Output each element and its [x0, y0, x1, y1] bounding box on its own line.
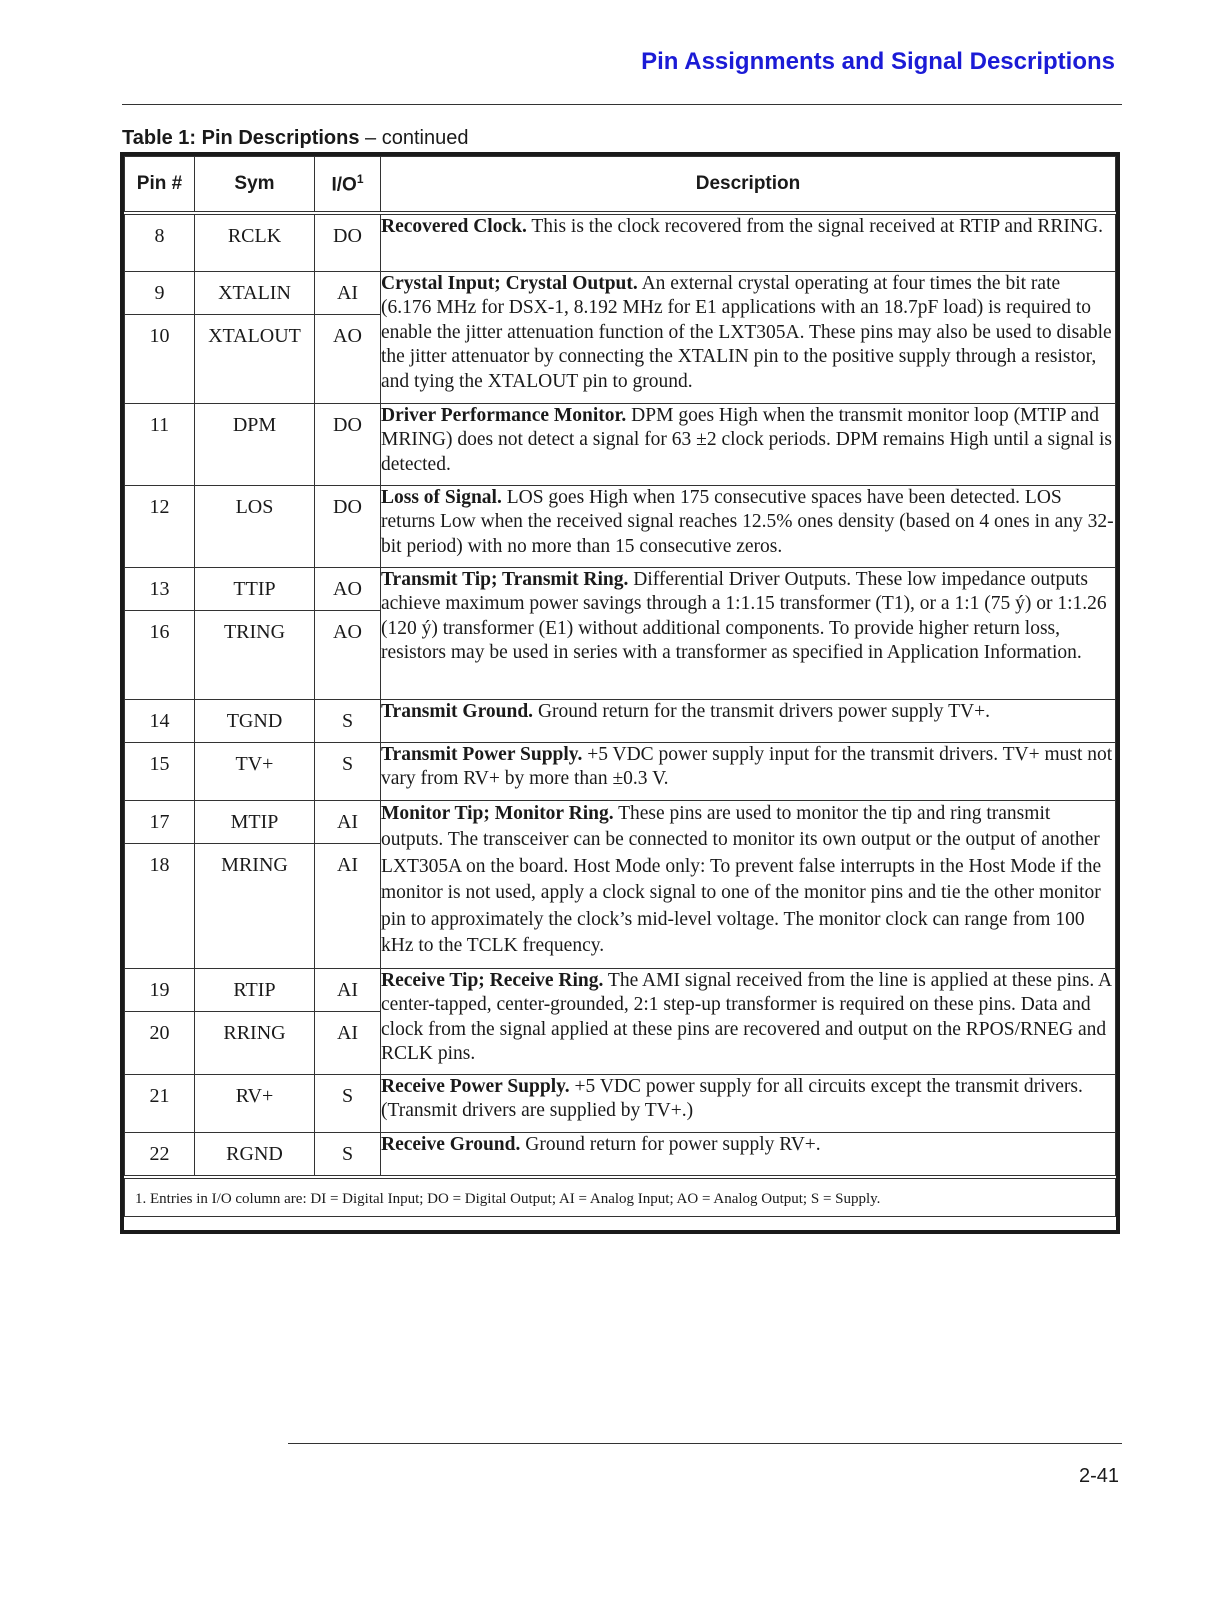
pin-io: S — [341, 1142, 354, 1165]
description-title: Loss of Signal. — [381, 486, 502, 508]
pin-io: AO — [315, 610, 380, 653]
pin-symbol-cell — [195, 800, 315, 968]
description-title: Receive Power Supply. — [381, 1075, 570, 1097]
table-row — [125, 271, 1116, 403]
pin-symbol: RTIP — [233, 978, 276, 1001]
pin-io-cell — [315, 403, 381, 485]
table-row — [125, 1132, 1116, 1177]
pin-symbol-cell — [195, 213, 315, 271]
description-title: Receive Ground. — [381, 1133, 521, 1155]
pin-descriptions-table — [124, 156, 1116, 1217]
pin-description — [381, 1132, 1116, 1177]
column-header-sym: Sym — [195, 157, 315, 214]
pin-number-cell — [125, 699, 195, 742]
pin-symbol: TGND — [226, 709, 283, 732]
description-title: Transmit Tip; Transmit Ring. — [381, 568, 629, 590]
pin-number: 8 — [154, 225, 165, 247]
description-text: Ground return for power supply RV+. — [520, 1133, 821, 1155]
table-caption — [122, 127, 468, 150]
pin-io-cell — [315, 1074, 381, 1132]
pin-number: 14 — [149, 709, 170, 732]
pin-number-cell — [125, 742, 195, 800]
pin-number: 19 — [149, 978, 170, 1001]
pin-number: 22 — [149, 1142, 170, 1165]
description-title: Transmit Ground. — [381, 700, 534, 722]
pin-description — [381, 403, 1116, 485]
description-text: DPM goes High when the transmit monitor loop (MTIP and MRING) does not detect a signal for 63 ±2 clock periods. DPM remains High until a signal is detected. — [381, 404, 1113, 475]
pin-symbol: RCLK — [227, 225, 282, 247]
pin-symbol: TTIP — [233, 577, 276, 600]
pin-symbol: RGND — [226, 1142, 283, 1165]
header-divider — [122, 104, 1122, 105]
pin-description — [381, 271, 1116, 403]
pin-number: 12 — [149, 495, 170, 518]
description-text: +5 VDC power supply input for the transmit drivers. TV+ must not vary from RV+ by more than ±0.3 V. — [381, 743, 1113, 789]
column-header-pin: Pin # — [125, 157, 195, 214]
pin-io-cell — [315, 485, 381, 567]
table-row — [125, 485, 1116, 567]
pin-number-cell — [125, 968, 195, 1074]
column-header-description: Description — [381, 157, 1116, 214]
description-text: This is the clock recovered from the signal received at RTIP and RRING. — [526, 216, 1103, 237]
pin-symbol: DPM — [232, 413, 277, 436]
table-caption-continued: – continued — [359, 127, 469, 149]
table-row — [125, 699, 1116, 742]
table-header-row — [125, 157, 1116, 214]
pin-symbol-cell — [195, 485, 315, 567]
pin-number: 18 — [125, 843, 194, 886]
table-row — [125, 403, 1116, 485]
pin-io: S — [341, 752, 354, 775]
pin-number-cell — [125, 213, 195, 271]
pin-io: DO — [333, 413, 362, 436]
pin-description — [381, 742, 1116, 800]
pin-io: AI — [315, 1011, 380, 1054]
pin-number: 9 — [154, 281, 165, 304]
description-title: Crystal Input; Crystal Output. — [381, 272, 638, 294]
pin-symbol: XTALOUT — [195, 314, 314, 357]
table-footnote-row — [125, 1177, 1116, 1217]
pin-number-cell — [125, 485, 195, 567]
pin-symbol-cell — [195, 1132, 315, 1177]
pin-symbol: LOS — [235, 495, 274, 518]
description-title: Monitor Tip; Monitor Ring. — [381, 802, 614, 824]
pin-number-cell — [125, 271, 195, 403]
pin-symbol: TV+ — [235, 752, 274, 775]
page-number: 2-41 — [1078, 1465, 1119, 1487]
pin-symbol: XTALIN — [218, 281, 291, 304]
pin-number: 11 — [149, 413, 170, 436]
pin-number-cell — [125, 1132, 195, 1177]
pin-number: 16 — [125, 610, 194, 653]
pin-io: S — [341, 1084, 354, 1107]
table-row — [125, 213, 1116, 271]
table-footnote: 1. Entries in I/O column are: DI = Digital Input; DO = Digital Output; AI = Analog Input; AO = Analog Output; S = Supply. — [125, 1177, 1116, 1217]
pin-number-cell — [125, 567, 195, 699]
pin-description — [381, 699, 1116, 742]
pin-number: 10 — [125, 314, 194, 357]
pin-symbol-cell — [195, 567, 315, 699]
pin-number: 17 — [149, 810, 170, 833]
pin-description — [381, 968, 1116, 1074]
pin-io-cell — [315, 567, 381, 699]
pin-description — [381, 485, 1116, 567]
description-title: Recovered Clock. — [381, 216, 527, 237]
table-row — [125, 742, 1116, 800]
pin-number: 21 — [149, 1084, 170, 1107]
description-text: LOS goes High when 175 consecutive spaces have been detected. LOS returns Low when the received signal reaches 12.5% ones density (based on 4 ones in any 32-bit period) with no more than 15 consecutive zeros. — [381, 486, 1114, 557]
pin-io-cell — [315, 968, 381, 1074]
pin-number-cell — [125, 800, 195, 968]
pin-symbol: MRING — [195, 843, 314, 886]
description-text: Differential Driver Outputs. These low impedance outputs achieve maximum power savings through a 1:1.15 transformer (T1), or a 1:1 (75 ý) or 1:1.26 (120 ý) transformer (E1) without additional components. To provide higher return loss, resistors may be used in series with a transformer as specified in Application Information. — [381, 568, 1107, 663]
table-caption-title: Table 1: Pin Descriptions — [122, 127, 360, 149]
description-title: Receive Tip; Receive Ring. — [381, 969, 604, 991]
pin-io-cell — [315, 271, 381, 403]
pin-io-cell — [315, 800, 381, 968]
page-header-title: Pin Assignments and Signal Descriptions — [641, 48, 1115, 75]
pin-io: DO — [333, 225, 362, 247]
pin-symbol-cell — [195, 403, 315, 485]
pin-description — [381, 567, 1116, 699]
description-title: Driver Performance Monitor. — [381, 404, 627, 426]
pin-description — [381, 800, 1116, 968]
footnote-marker: 1 — [356, 171, 364, 186]
pin-symbol: RRING — [195, 1011, 314, 1054]
table-row — [125, 1074, 1116, 1132]
description-text: These pins are used to monitor the tip and ring transmit outputs. The transceiver can be connected to monitor its own output or the output of another LXT305A on the board. Host Mode only: To prevent false interrupts in the Host Mode if the monitor is not used, apply a clock signal to one of the monitor pins and tie the other monitor pin to approximately the clock’s mid-level voltage. The monitor clock can range from 100 kHz to the TCLK frequency. — [381, 802, 1102, 956]
pin-io: S — [341, 709, 354, 732]
description-text: +5 VDC power supply for all circuits except the transmit drivers. (Transmit drivers are supplied by TV+.) — [381, 1075, 1083, 1121]
description-title: Transmit Power Supply. — [381, 743, 583, 765]
table-row — [125, 968, 1116, 1074]
table-row — [125, 567, 1116, 699]
description-text: An external crystal operating at four times the bit rate (6.176 MHz for DSX-1, 8.192 MHz for E1 applications with an 18.7pF load) is required to enable the jitter attenuation function of the LXT305A. These pins may also be used to disable the jitter attenuator by connecting the XTALIN pin to the positive supply through a resistor, and tying the XTALOUT pin to ground. — [381, 272, 1112, 392]
pin-io: DO — [333, 495, 362, 518]
pin-io-cell — [315, 699, 381, 742]
pin-io-cell — [315, 1132, 381, 1177]
pin-symbol-cell — [195, 271, 315, 403]
column-header-io-label: I/O — [331, 174, 357, 196]
pin-io: AI — [336, 281, 359, 304]
column-header-io — [315, 157, 381, 214]
pin-number-cell — [125, 1074, 195, 1132]
description-text: Ground return for the transmit drivers power supply TV+. — [533, 700, 990, 722]
pin-io: AI — [336, 978, 359, 1001]
pin-io: AI — [315, 843, 380, 886]
description-text: The AMI signal received from the line is applied at these pins. A center-tapped, center-grounded, 2:1 step-up transformer is required on these pins. Data and clock from the signal applied at these pins are recovered and output on the RPOS/RNEG and RCLK pins. — [381, 969, 1112, 1064]
pin-description — [381, 1074, 1116, 1132]
pin-symbol-cell — [195, 1074, 315, 1132]
pin-number: 15 — [149, 752, 170, 775]
pin-io: AI — [336, 810, 359, 833]
table-row — [125, 800, 1116, 968]
pin-number: 13 — [149, 577, 170, 600]
pin-symbol: TRING — [195, 610, 314, 653]
pin-number: 20 — [125, 1011, 194, 1054]
pin-symbol: RV+ — [235, 1084, 274, 1107]
pin-number-cell — [125, 403, 195, 485]
pin-io-cell — [315, 742, 381, 800]
footer-divider — [288, 1443, 1122, 1444]
pin-symbol-cell — [195, 968, 315, 1074]
pin-symbol-cell — [195, 742, 315, 800]
pin-io: AO — [333, 577, 362, 600]
pin-description — [381, 213, 1116, 271]
pin-symbol: MTIP — [230, 810, 279, 833]
pin-io: AO — [315, 314, 380, 357]
pin-io-cell — [315, 213, 381, 271]
pin-symbol-cell — [195, 699, 315, 742]
